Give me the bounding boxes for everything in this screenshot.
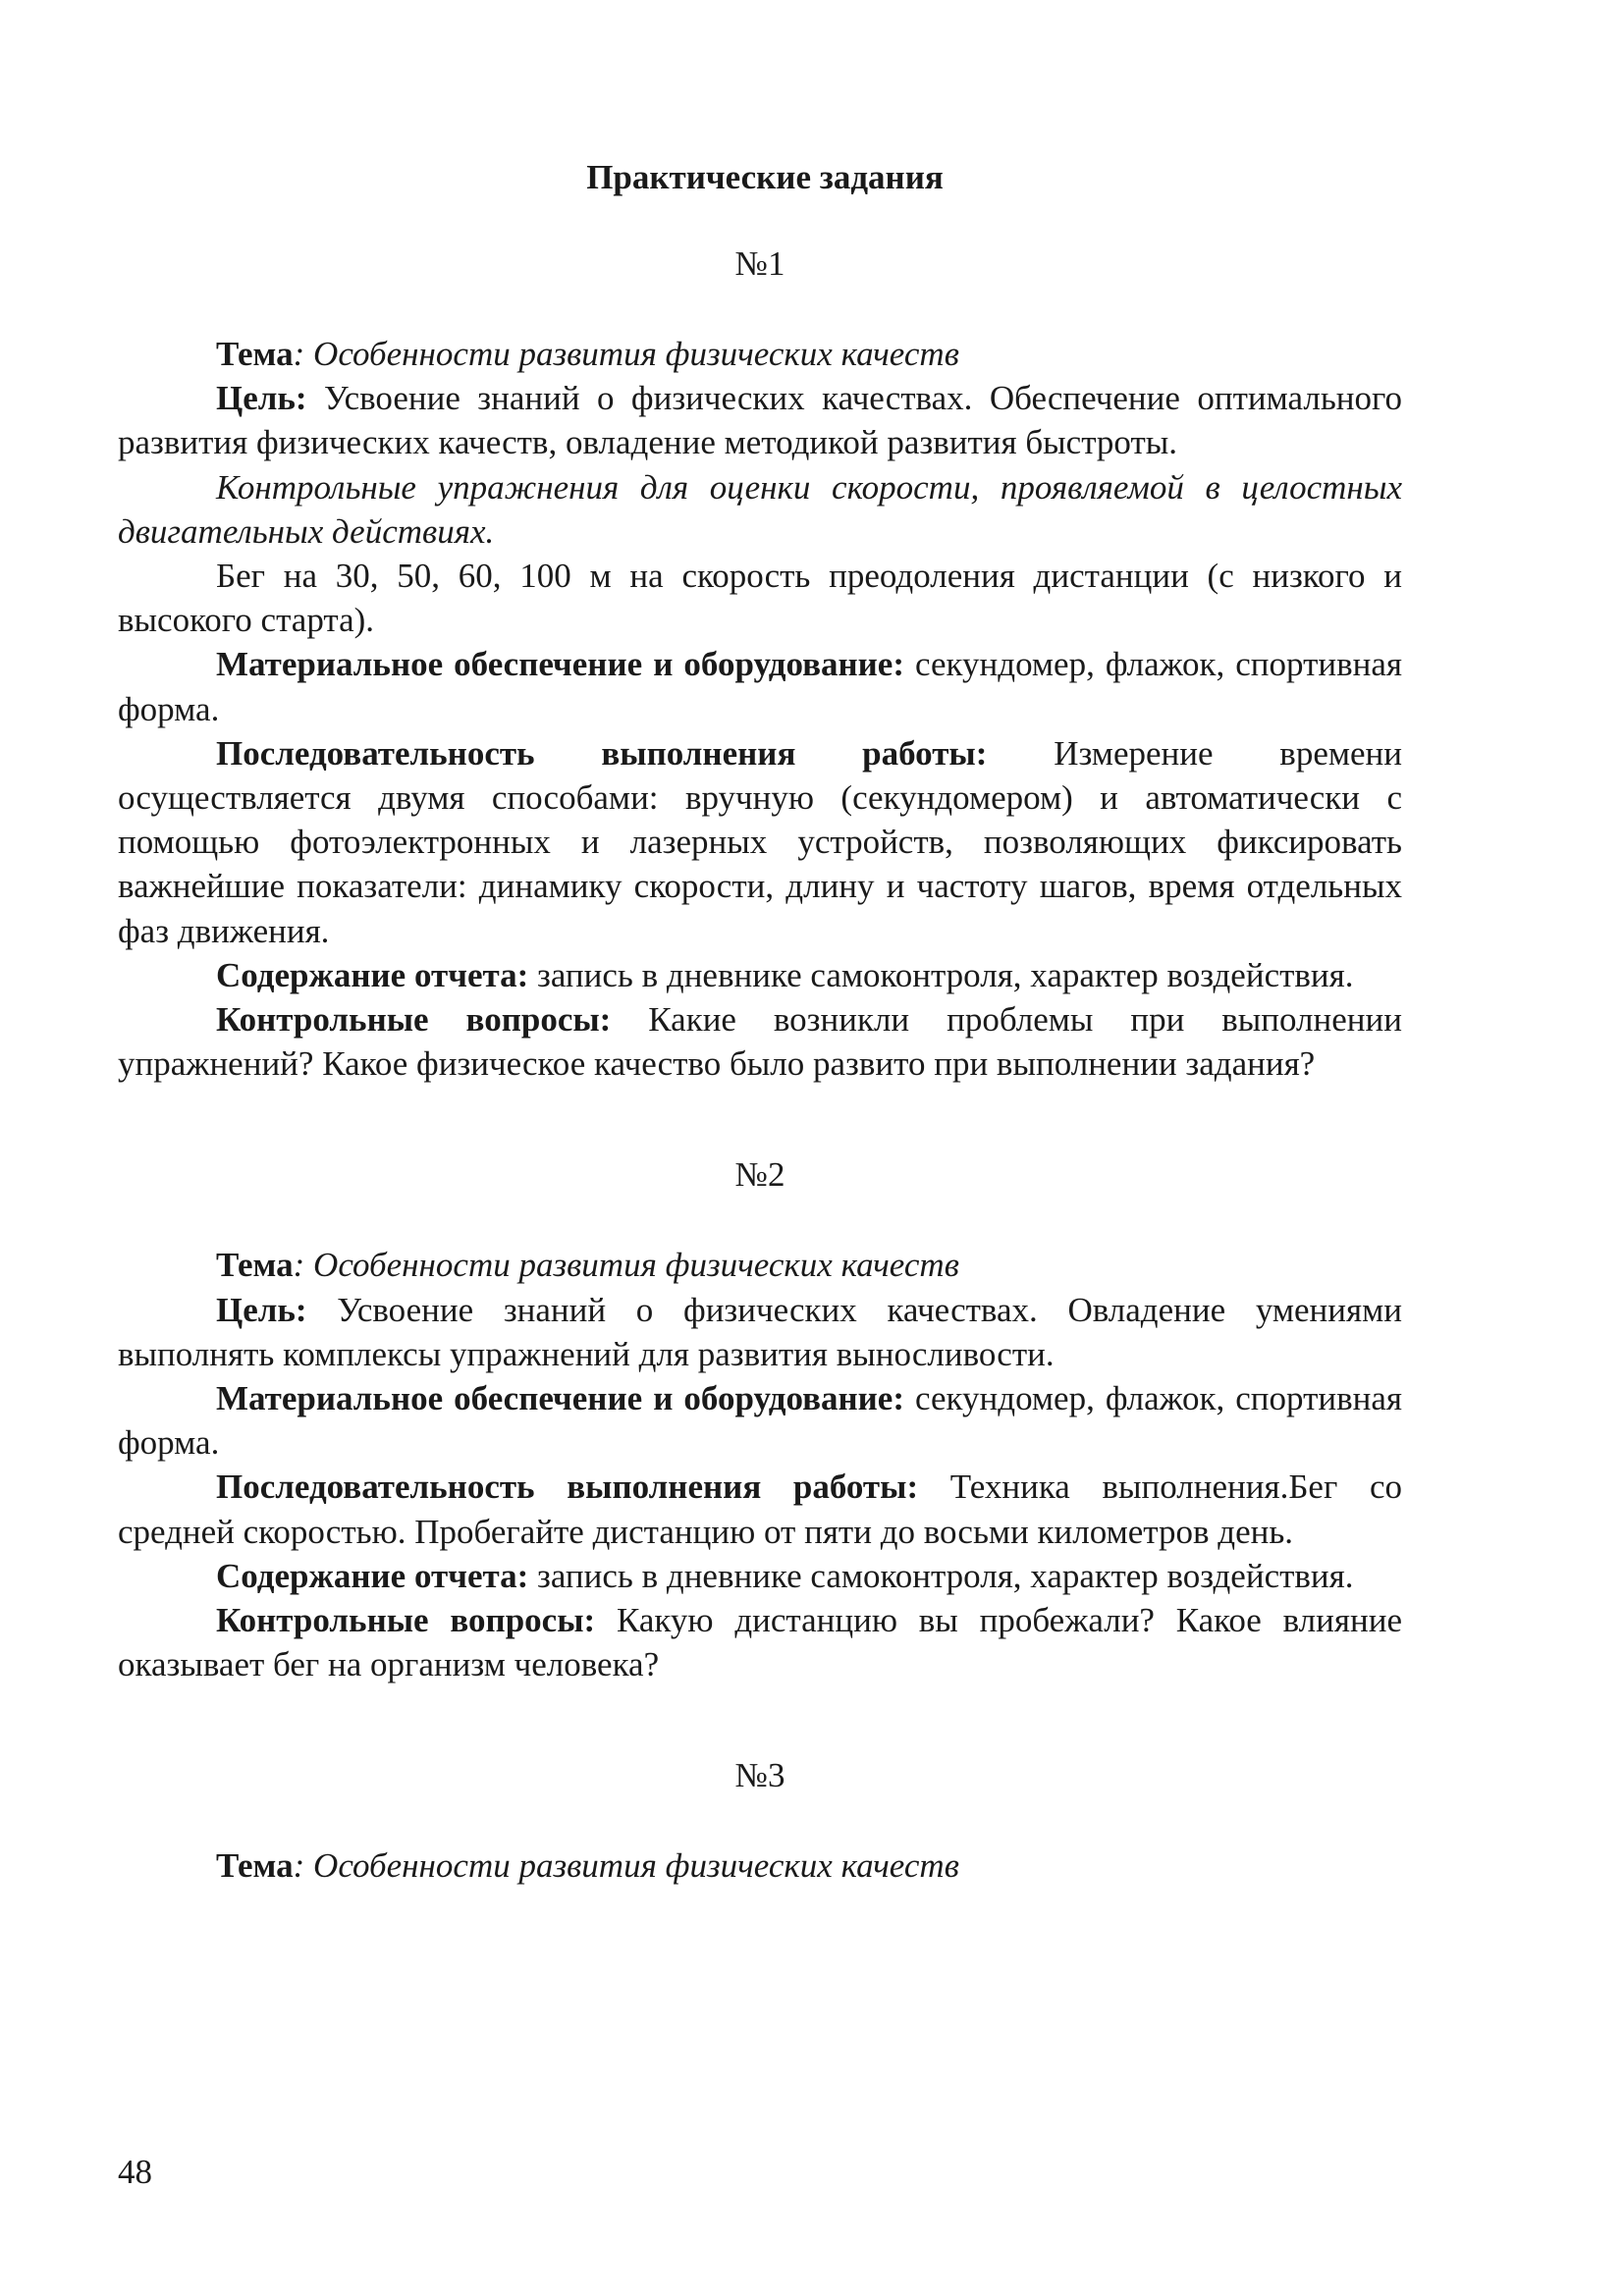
materials-label: Материальное обеспечение и оборудование: [216,645,904,684]
task-section-1 [118,241,1402,1086]
sequence-label: Последовательность выполнения работы: [216,1468,919,1507]
report-label: Содержание отчета: [216,955,529,994]
questions-paragraph [118,1598,1402,1686]
page-number: 48 [118,2153,152,2191]
materials-label: Материальное обеспечение и оборудование: [216,1379,904,1418]
task-section-2 [118,1152,1402,1686]
report-text: запись в дневнике самоконтроля, характер воздействия. [528,955,1354,994]
exercise-paragraph: Бег на 30, 50, 60, 100 м на скорость преодоления дистанции (с низкого и высокого старта). [118,557,1402,640]
topic-label: Тема [216,1246,294,1285]
page-content [118,147,1402,1889]
topic-label: Тема [216,335,294,373]
topic-paragraph [118,1843,1402,1888]
topic-label: Тема [216,1846,294,1886]
sequence-label: Последовательность выполнения работы: [216,733,988,773]
goal-text: Усвоение знаний о физических качествах. Овладение умениями выполнять комплексы упражнений для развития выносливости. [118,1290,1402,1373]
goal-label: Цель: [216,1290,307,1329]
topic-paragraph [118,1243,1402,1287]
questions-label: Контрольные вопросы: [216,1000,612,1040]
goal-text: Усвоение знаний о физических качествах. Обеспечение оптимального развития физических качеств, овладение методикой развития быстроты. [118,379,1402,462]
questions-paragraph [118,997,1402,1086]
materials-text: секундомер, флажок, спортивная форма. [118,1379,1402,1463]
materials-text: секундомер, флажок, спортивная форма. [118,645,1402,728]
section-number: №3 [734,1756,785,1795]
task-section-3 [118,1753,1402,1888]
report-text: запись в дневнике самоконтроля, характер воздействия. [528,1556,1354,1595]
questions-label: Контрольные вопросы: [216,1601,596,1640]
section-number: №1 [734,244,785,283]
report-label: Содержание отчета: [216,1556,529,1595]
questions-text: Какую дистанцию вы пробежали? Какое влияние оказывает бег на организм человека? [118,1601,1402,1684]
report-paragraph [118,1554,1402,1598]
questions-text: Какие возникли проблемы при выполнении упражнений? Какое физическое качество было развито при выполнении задания? [118,1000,1402,1084]
sequence-paragraph [118,1465,1402,1553]
goal-paragraph [118,1288,1402,1376]
sequence-paragraph [118,731,1402,953]
sequence-text: Измерение времени осуществляется двумя способами: вручную (секундомером) и автоматически с помощью фотоэлектронных и лазерных устройств, позволяющих фиксировать важнейшие показатели: динамику скорости, длину и частоту шагов, время отдельных фаз движения. [118,733,1403,950]
materials-paragraph [118,642,1402,730]
topic-text: : Особенности развития физических качеств [293,335,959,373]
topic-text: : Особенности развития физических качеств [293,1846,959,1886]
control-exercises-text: Контрольные упражнения для оценки скорости, проявляемой в целостных двигательных действиях. [118,467,1402,551]
page-title: Практические задания [586,158,944,196]
topic-paragraph [118,332,1402,376]
report-paragraph [118,953,1402,997]
goal-label: Цель: [216,379,307,418]
goal-paragraph [118,376,1402,464]
sequence-text: Техника выполнения.Бег со средней скоростью. Пробегайте дистанцию от пяти до восьми километров день. [118,1468,1402,1551]
materials-paragraph [118,1376,1402,1465]
section-number: №2 [734,1155,785,1195]
topic-text: : Особенности развития физических качеств [293,1246,959,1285]
control-exercises-heading [118,465,1402,554]
